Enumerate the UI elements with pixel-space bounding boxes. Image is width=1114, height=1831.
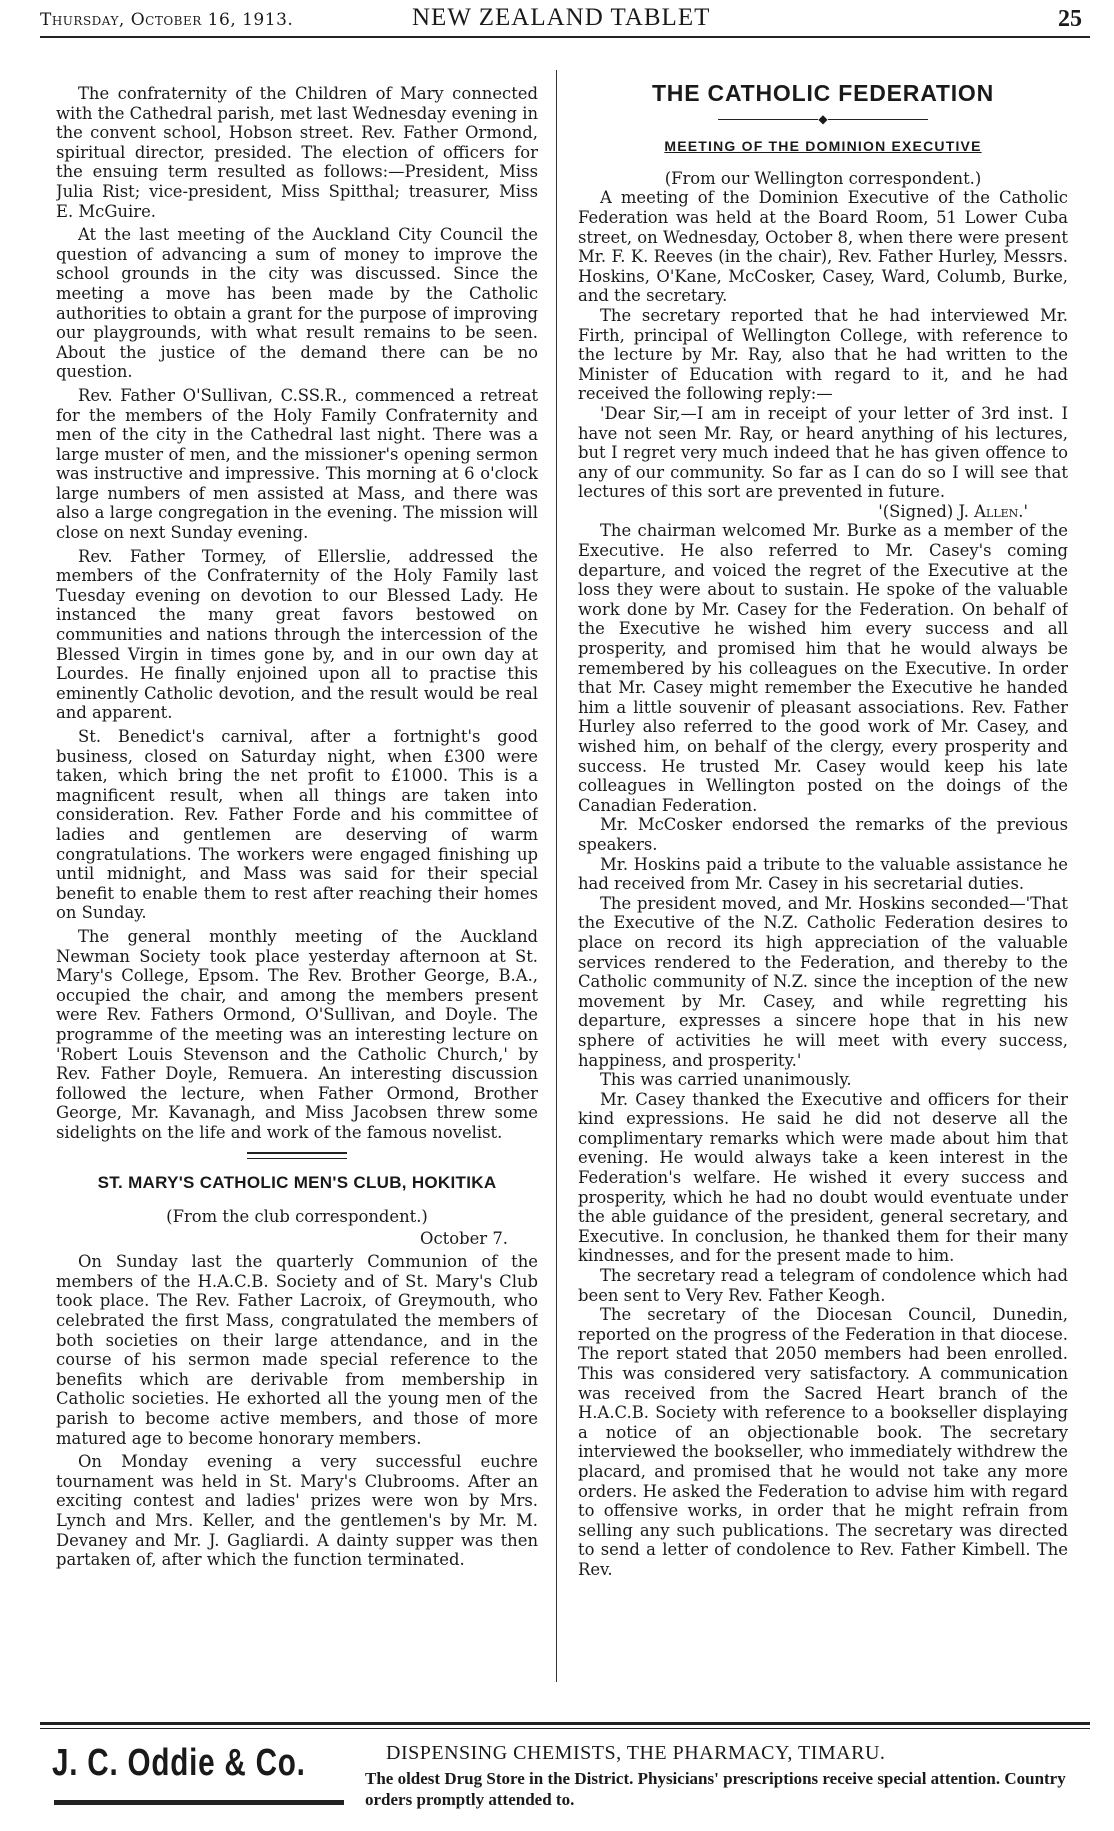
signature-prefix: '(Signed) J.	[878, 501, 975, 521]
advert-body: The oldest Drug Store in the District. Physicians' prescriptions receive special attention. Country orders promptly attended to.	[365, 1769, 1066, 1809]
hokitika-heading: ST. MARY'S CATHOLIC MEN'S CLUB, HOKITIKA	[97, 1173, 497, 1193]
federation-title: THE CATHOLIC FEDERATION	[651, 84, 995, 106]
article-paragraph: Mr. Hoskins paid a tribute to the valuable assistance he had received from Mr. Casey in his secretarial duties.	[578, 854, 1068, 894]
logo-underline	[54, 1800, 344, 1805]
article-paragraph: The confraternity of the Children of Mary connected with the Cathedral parish, met last Wednesday evening in the convent school, Hobson street. Rev. Father Ormond, spiritual director, presided. The election of officers for the ensuing term resulted as follows:—President, Miss Julia Rist; vice-president, Miss Spitthal; treasurer, Miss E. McGuire.	[56, 84, 538, 221]
article-paragraph: The secretary read a telegram of condolence which had been sent to Very Rev. Father Keogh.	[578, 1266, 1068, 1305]
article-paragraph: The president moved, and Mr. Hoskins seconded—'That the Executive of the N.Z. Catholic Federation desires to place on record its high appreciation of the valuable services rendered to the Federation, and thereby to the Catholic community of N.Z. since the inception of the new movement by Mr. Casey, and while regretting his departure, expresses a sincere hope that in his new sphere of activities he will meet with every success, happiness, and prosperity.'	[578, 893, 1068, 1070]
federation-subtitle: MEETING OF THE DOMINION EXECUTIVE	[664, 138, 982, 155]
article-paragraph: The secretary of the Diocesan Council, Dunedin, reported on the progress of the Federation in that diocese. The report stated that 2050 members had been enrolled. This was considered very satisfactory. A communication was received from the Sacred Heart branch of the H.A.C.B. Society with reference to a bookseller displaying a notice of an objectionable book. The secretary interviewed the bookseller, who immediately withdrew the placard, and promised that he would not take any more orders. He asked the Federation to advise him with regard to offensive works, in order that he might refrain from selling any such publications. The secretary was directed to send a letter of condolence to Rev. Father Kimbell. The Rev.	[578, 1305, 1068, 1579]
advert-headline: DISPENSING CHEMISTS, THE PHARMACY, TIMARU.	[386, 1742, 886, 1764]
letter-signature	[578, 502, 1068, 522]
right-column	[578, 84, 1068, 1684]
advert-company-logo: J. C. Oddie & Co.	[52, 1742, 306, 1784]
article-paragraph: On Sunday last the quarterly Communion of the members of the H.A.C.B. Society and of St. Mary's Club took place. The Rev. Father Lacroix, of Greymouth, who celebrated the first Mass, congratulated the members of both societies on their large attendance, and in the course of his sermon made special reference to the benefits which are derivable from membership in Catholic societies. He exhorted all the young men of the parish to become active members, and those of more matured age to become honorary members.	[56, 1252, 538, 1448]
article-paragraph: St. Benedict's carnival, after a fortnight's good business, closed on Saturday night, when £300 were taken, which bring the net profit to £1000. This is a magnificent result, when all things are taken into consideration. Rev. Father Forde and his committee of ladies and gentlemen are deserving of warm congratulations. The workers were engaged finishing up until midnight, and Mass was said for their special benefit to enable them to rest after reaching their homes on Sunday.	[56, 727, 538, 923]
article-paragraph: A meeting of the Dominion Executive of the Catholic Federation was held at the Board Room, 51 Lower Cuba street, on Wednesday, October 8, when there were present Mr. F. K. Reeves (in the chair), Rev. Father Hurley, Messrs. Hoskins, O'Kane, McCosker, Casey, Ward, Columb, Burke, and the secretary.	[578, 188, 1068, 306]
section-divider	[247, 1152, 347, 1159]
left-column	[56, 84, 538, 1684]
article-paragraph: The general monthly meeting of the Auckland Newman Society took place yesterday afternoon at St. Mary's College, Epsom. The Rev. Brother George, B.A., occupied the chair, and among the members present were Rev. Fathers Ormond, O'Sullivan, and Doyle. The programme of the meeting was an interesting lecture on 'Robert Louis Stevenson and the Catholic Church,' by Rev. Father Doyle, Remuera. An interesting discussion followed the lecture, when Father Ormond, Brother George, Mr. Kavanagh, and Miss Jacobsen threw some sidelights on the life and work of the famous novelist.	[56, 926, 538, 1142]
article-paragraph: This was carried unanimously.	[600, 1070, 852, 1090]
article-paragraph: At the last meeting of the Auckland City Council the question of advancing a sum of money to improve the school grounds in the city was discussed. Since the meeting a move has been made by the Catholic authorities to obtain a grant for the purpose of improving our playgrounds, with what result remains to be seen. About the justice of the demand there can be no question.	[56, 225, 538, 382]
page-number: 25	[1058, 6, 1082, 32]
article-paragraph: On Monday evening a very successful euchre tournament was held in St. Mary's Clubrooms. After an exciting contest and ladies' prizes were won by Mrs. Lynch and Mrs. Keller, and the gentlemen's by Mr. M. Devaney and Mr. J. Gagliardi. A dainty supper was then partaken of, after which the function terminated.	[56, 1452, 538, 1570]
dateline: October 7.	[420, 1228, 508, 1248]
column-divider	[556, 70, 557, 1682]
signature-name: Allen.'	[974, 501, 1028, 521]
article-paragraph: Rev. Father Tormey, of Ellerslie, addressed the members of the Confraternity of the Holy Family last Tuesday evening on devotion to our Blessed Lady. He instanced the many great favors bestowed on communities and nations through the intercession of the Blessed Virgin in times gone by, and in our own day at Lourdes. He finally enjoined upon all to practise this eminently Catholic devotion, and the result would be real and apparent.	[56, 546, 538, 723]
article-paragraph: Mr. Casey thanked the Executive and officers for their kind expressions. He said he did not deserve all the complimentary remarks which were made about him that evening. He would always take a keen interest in the Federation's welfare. He wished it every success and prosperity, which he had no doubt would eventuate under the able guidance of the president, general secretary, and Executive. In conclusion, he thanked them for their many kindnesses, and for the present made to him.	[578, 1089, 1068, 1266]
ornament-divider: ◆	[578, 110, 1068, 130]
footer-rule	[40, 1722, 1090, 1729]
letter-paragraph: 'Dear Sir,—I am in receipt of your letter of 3rd inst. I have not seen Mr. Ray, or heard anything of his lectures, but I regret very much indeed that he has given offence to any of our community. So far as I can do so I will see that lectures of this sort are prevented in future.	[578, 403, 1068, 502]
issue-date: Thursday, October 16, 1913.	[40, 10, 294, 30]
masthead: NEW ZEALAND TABLET	[412, 4, 711, 31]
article-paragraph: Rev. Father O'Sullivan, C.SS.R., commenced a retreat for the members of the Holy Family Confraternity and men of the city in the Cathedral last night. There was a large muster of men, and the missioner's opening sermon was instructive and impressive. This morning at 6 o'clock large numbers of men assisted at Mass, and there was also a large congregation in the evening. The mission will close on next Sunday evening.	[56, 385, 538, 543]
page-header	[40, 0, 1090, 38]
article-paragraph: The chairman welcomed Mr. Burke as a member of the Executive. He also referred to Mr. Casey's coming departure, and voiced the regret of the Executive at the loss they were about to sustain. He spoke of the valuable work done by Mr. Casey for the Federation. On behalf of the Executive he wished him every success and all prosperity, and promised him that he would always be remembered by his colleagues on the Executive. In order that Mr. Casey might remember the Executive he handed him a little souvenir of pleasant associations. Rev. Father Hurley also referred to the good work of Mr. Casey, and wished him, on behalf of the clergy, every prosperity and success. He trusted Mr. Casey would keep his late colleagues in Wellington posted on the doings of the Canadian Federation.	[578, 521, 1068, 815]
article-paragraph: Mr. McCosker endorsed the remarks of the previous speakers.	[578, 815, 1068, 854]
correspondent-line: (From our Wellington correspondent.)	[664, 168, 982, 188]
article-paragraph: The secretary reported that he had interviewed Mr. Firth, principal of Wellington College, with reference to the lecture by Mr. Ray, also that he had written to the Minister of Education with regard to it, and he had received the following reply:—	[578, 305, 1068, 404]
correspondent-line: (From the club correspondent.)	[166, 1207, 428, 1227]
